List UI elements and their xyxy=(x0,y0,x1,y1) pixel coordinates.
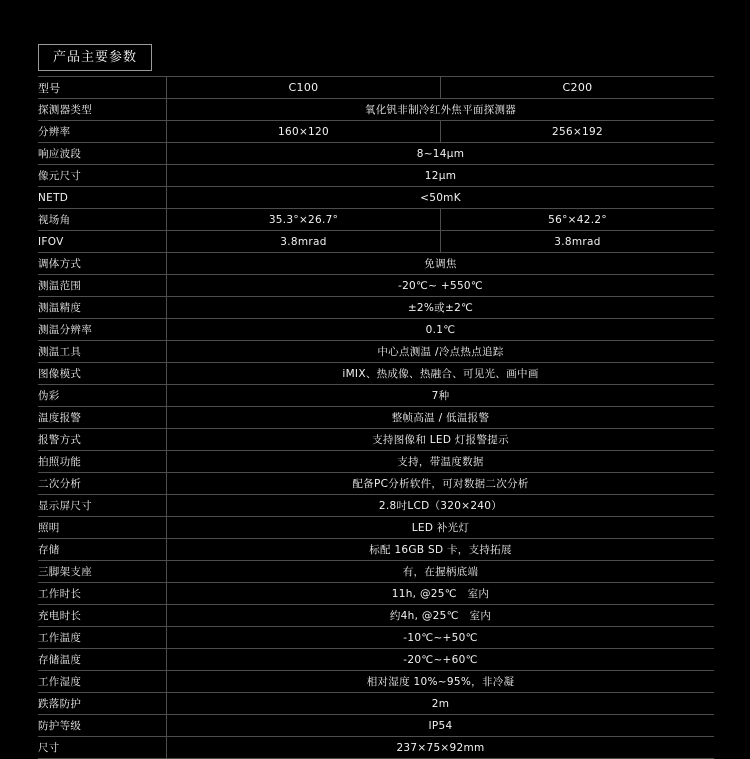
table-cell-merged: 约4h, @25℃ 室内 xyxy=(167,605,715,627)
table-row-label: 测温精度 xyxy=(38,297,167,319)
table-row xyxy=(38,363,714,385)
table-row-label: 二次分析 xyxy=(38,473,167,495)
table-row xyxy=(38,165,714,187)
table-row-label: 存储温度 xyxy=(38,649,167,671)
table-row xyxy=(38,649,714,671)
table-row-label: 探测器类型 xyxy=(38,99,167,121)
table-row xyxy=(38,429,714,451)
table-row-label: 跌落防护 xyxy=(38,693,167,715)
table-row xyxy=(38,539,714,561)
table-cell-merged: 氧化钒非制冷红外焦平面探测器 xyxy=(167,99,715,121)
table-row-label: 三脚架支座 xyxy=(38,561,167,583)
table-cell-c200: C200 xyxy=(441,77,715,99)
table-cell-merged: LED 补光灯 xyxy=(167,517,715,539)
table-row-label: IFOV xyxy=(38,231,167,253)
table-row-label: 尺寸 xyxy=(38,737,167,759)
table-row xyxy=(38,715,714,737)
page-title: 产品主要参数 xyxy=(38,44,152,71)
table-cell-merged: 免调焦 xyxy=(167,253,715,275)
table-cell-merged: ±2%或±2℃ xyxy=(167,297,715,319)
table-cell-merged: 配备PC分析软件，可对数据二次分析 xyxy=(167,473,715,495)
table-cell-merged: 8~14μm xyxy=(167,143,715,165)
table-row xyxy=(38,385,714,407)
table-row-label: 报警方式 xyxy=(38,429,167,451)
table-cell-c100: 35.3°×26.7° xyxy=(167,209,441,231)
table-row xyxy=(38,451,714,473)
table-cell-merged: 标配 16GB SD 卡，支持拓展 xyxy=(167,539,715,561)
table-cell-c200: 256×192 xyxy=(441,121,715,143)
table-cell-merged: 0.1℃ xyxy=(167,319,715,341)
table-row-label: NETD xyxy=(38,187,167,209)
table-row xyxy=(38,99,714,121)
table-row-label: 图像模式 xyxy=(38,363,167,385)
table-row-label: 伪彩 xyxy=(38,385,167,407)
table-row xyxy=(38,605,714,627)
table-row xyxy=(38,143,714,165)
table-row xyxy=(38,473,714,495)
table-row-label: 工作温度 xyxy=(38,627,167,649)
table-row xyxy=(38,407,714,429)
table-row xyxy=(38,209,714,231)
table-cell-merged: 整帧高温 / 低温报警 xyxy=(167,407,715,429)
table-row-label: 测温范围 xyxy=(38,275,167,297)
table-row-label: 响应波段 xyxy=(38,143,167,165)
table-row-label: 工作湿度 xyxy=(38,671,167,693)
table-cell-merged: <50mK xyxy=(167,187,715,209)
table-row-label: 型号 xyxy=(38,77,167,99)
table-row xyxy=(38,737,714,759)
table-cell-merged: 有，在握柄底端 xyxy=(167,561,715,583)
table-row-label: 测温分辨率 xyxy=(38,319,167,341)
table-cell-merged: 支持，带温度数据 xyxy=(167,451,715,473)
table-row xyxy=(38,583,714,605)
table-cell-merged: 11h, @25℃ 室内 xyxy=(167,583,715,605)
table-row xyxy=(38,187,714,209)
table-row xyxy=(38,495,714,517)
table-row-label: 防护等级 xyxy=(38,715,167,737)
table-row xyxy=(38,341,714,363)
table-cell-c100: C100 xyxy=(167,77,441,99)
section-title-wrap xyxy=(38,44,152,71)
table-cell-c200: 56°×42.2° xyxy=(441,209,715,231)
table-row-label: 拍照功能 xyxy=(38,451,167,473)
table-row-label: 照明 xyxy=(38,517,167,539)
table-cell-merged: 237×75×92mm xyxy=(167,737,715,759)
table-row-label: 显示屏尺寸 xyxy=(38,495,167,517)
table-row xyxy=(38,297,714,319)
table-row xyxy=(38,671,714,693)
table-row-label: 温度报警 xyxy=(38,407,167,429)
table-cell-merged: -10℃~+50℃ xyxy=(167,627,715,649)
table-row-label: 存储 xyxy=(38,539,167,561)
table-cell-merged: 相对湿度 10%~95%，非冷凝 xyxy=(167,671,715,693)
table-cell-merged: 中心点测温 /冷点热点追踪 xyxy=(167,341,715,363)
table-row-label: 视场角 xyxy=(38,209,167,231)
table-cell-merged: -20℃~+60℃ xyxy=(167,649,715,671)
table-row xyxy=(38,121,714,143)
table-row xyxy=(38,77,714,99)
table-row-label: 测温工具 xyxy=(38,341,167,363)
table-row-label: 调体方式 xyxy=(38,253,167,275)
table-row-label: 充电时长 xyxy=(38,605,167,627)
table-row xyxy=(38,627,714,649)
table-cell-merged: 2m xyxy=(167,693,715,715)
spec-table-wrap xyxy=(38,76,712,759)
table-row xyxy=(38,561,714,583)
table-row xyxy=(38,231,714,253)
table-row xyxy=(38,275,714,297)
table-row-label: 分辨率 xyxy=(38,121,167,143)
table-row xyxy=(38,319,714,341)
table-cell-merged: 2.8吋LCD（320×240） xyxy=(167,495,715,517)
table-cell-merged: 7种 xyxy=(167,385,715,407)
table-row-label: 工作时长 xyxy=(38,583,167,605)
table-row xyxy=(38,517,714,539)
table-cell-merged: IP54 xyxy=(167,715,715,737)
table-cell-merged: 12μm xyxy=(167,165,715,187)
table-cell-c100: 3.8mrad xyxy=(167,231,441,253)
table-row xyxy=(38,253,714,275)
table-row xyxy=(38,693,714,715)
table-cell-c200: 3.8mrad xyxy=(441,231,715,253)
table-cell-merged: iMIX、热成像、热融合、可见光、画中画 xyxy=(167,363,715,385)
table-cell-c100: 160×120 xyxy=(167,121,441,143)
table-cell-merged: -20℃~ +550℃ xyxy=(167,275,715,297)
table-cell-merged: 支持图像和 LED 灯报警提示 xyxy=(167,429,715,451)
spec-table xyxy=(38,76,714,759)
table-row-label: 像元尺寸 xyxy=(38,165,167,187)
